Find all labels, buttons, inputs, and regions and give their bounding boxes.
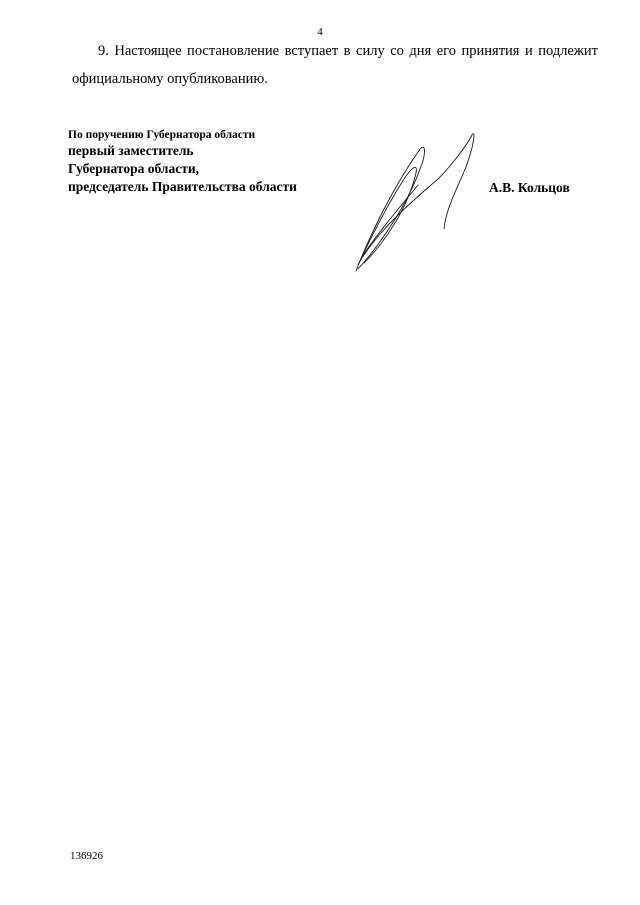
signature-icon — [340, 125, 490, 280]
signature-block — [68, 128, 368, 196]
body-paragraph: 9. Настоящее постановление вступает в силу со дня его принятия и подлежит официальному опубликованию. — [72, 43, 598, 87]
authority-line: По поручению Губернатора области — [68, 129, 256, 141]
document-code: 136926 — [70, 850, 103, 862]
page-number: 4 — [317, 26, 323, 38]
position-line-3: председатель Правительства области — [68, 179, 297, 194]
position-line-2: Губернатора области, — [68, 161, 199, 176]
signer-name: А.В. Кольцов — [489, 180, 570, 195]
position-line-1: первый заместитель — [68, 143, 194, 158]
